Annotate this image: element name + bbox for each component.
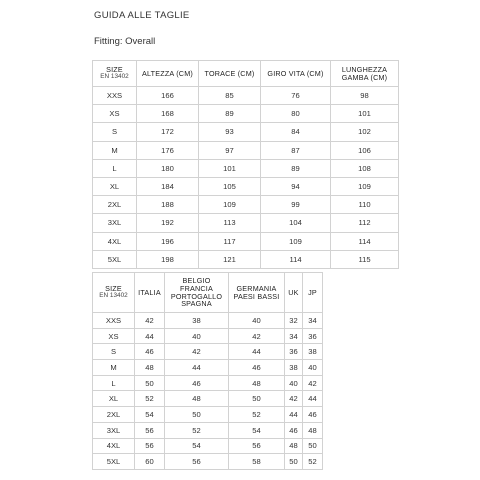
value-cell: 108 [331, 159, 399, 177]
header-line: SPAGNA [181, 299, 212, 309]
size-cell: 5XL [93, 250, 137, 268]
value-cell: 184 [137, 177, 199, 195]
value-cell: 50 [229, 391, 285, 407]
header-size-standard: EN 13402 [99, 291, 128, 299]
table-row [93, 344, 323, 360]
size-cell: 4XL [93, 232, 137, 250]
value-cell: 109 [261, 232, 331, 250]
value-cell: 50 [303, 438, 323, 454]
value-cell: 36 [285, 344, 303, 360]
table-row [93, 360, 323, 376]
table-row [93, 87, 399, 105]
size-cell: L [93, 375, 135, 391]
table-header-row [93, 61, 399, 87]
value-cell: 188 [137, 196, 199, 214]
value-cell: 40 [303, 360, 323, 376]
value-cell: 89 [261, 159, 331, 177]
value-cell: 52 [135, 391, 165, 407]
value-cell: 180 [137, 159, 199, 177]
value-cell: 198 [137, 250, 199, 268]
value-cell: 48 [285, 438, 303, 454]
value-cell: 112 [331, 214, 399, 232]
value-cell: 44 [135, 328, 165, 344]
value-cell: 56 [229, 438, 285, 454]
value-cell: 97 [199, 141, 261, 159]
value-cell: 176 [137, 141, 199, 159]
value-cell: 44 [229, 344, 285, 360]
table-row [93, 214, 399, 232]
size-cell: L [93, 159, 137, 177]
table-row [93, 177, 399, 195]
value-cell: 48 [229, 375, 285, 391]
value-cell: 76 [261, 87, 331, 105]
fitting-label: Fitting: Overall [94, 36, 156, 47]
size-conversion-body [93, 313, 323, 470]
size-cell: XXS [93, 313, 135, 329]
value-cell: 121 [199, 250, 261, 268]
header-lunghezza-line1: LUNGHEZZA [341, 64, 388, 74]
table-row [93, 105, 399, 123]
value-cell: 42 [135, 313, 165, 329]
value-cell: 196 [137, 232, 199, 250]
table-row [93, 422, 323, 438]
value-cell: 52 [165, 422, 229, 438]
value-cell: 34 [303, 313, 323, 329]
value-cell: 46 [229, 360, 285, 376]
value-cell: 38 [303, 344, 323, 360]
value-cell: 42 [229, 328, 285, 344]
value-cell: 40 [229, 313, 285, 329]
table-row [93, 232, 399, 250]
size-cell: 2XL [93, 407, 135, 423]
value-cell: 40 [165, 328, 229, 344]
value-cell: 85 [199, 87, 261, 105]
value-cell: 42 [165, 344, 229, 360]
value-cell: 105 [199, 177, 261, 195]
size-measurements-body [93, 87, 399, 269]
value-cell: 36 [303, 328, 323, 344]
header-jp: JP [303, 273, 323, 313]
value-cell: 102 [331, 123, 399, 141]
header-line: PAESI BASSI [233, 291, 280, 301]
value-cell: 117 [199, 232, 261, 250]
size-cell: 2XL [93, 196, 137, 214]
value-cell: 101 [331, 105, 399, 123]
value-cell: 172 [137, 123, 199, 141]
header-belgio-francia-portogallo-spagna [165, 273, 229, 313]
table-row [93, 391, 323, 407]
value-cell: 42 [285, 391, 303, 407]
size-cell: 5XL [93, 454, 135, 470]
value-cell: 99 [261, 196, 331, 214]
header-uk: UK [285, 273, 303, 313]
header-size-standard: EN 13402 [100, 72, 129, 80]
header-lunghezza-gamba [331, 61, 399, 87]
value-cell: 168 [137, 105, 199, 123]
value-cell: 115 [331, 250, 399, 268]
size-cell: XS [93, 105, 137, 123]
value-cell: 52 [229, 407, 285, 423]
value-cell: 166 [137, 87, 199, 105]
size-cell: 4XL [93, 438, 135, 454]
value-cell: 48 [303, 422, 323, 438]
value-cell: 56 [135, 422, 165, 438]
value-cell: 48 [165, 391, 229, 407]
value-cell: 56 [165, 454, 229, 470]
value-cell: 54 [135, 407, 165, 423]
value-cell: 46 [303, 407, 323, 423]
value-cell: 38 [285, 360, 303, 376]
size-cell: 3XL [93, 422, 135, 438]
value-cell: 42 [303, 375, 323, 391]
table-row [93, 196, 399, 214]
value-cell: 106 [331, 141, 399, 159]
header-line: FRANCIA [180, 283, 213, 293]
header-italia: ITALIA [135, 273, 165, 313]
table-row [93, 328, 323, 344]
value-cell: 114 [331, 232, 399, 250]
value-cell: 104 [261, 214, 331, 232]
header-altezza: ALTEZZA (CM) [137, 61, 199, 87]
value-cell: 54 [229, 422, 285, 438]
value-cell: 84 [261, 123, 331, 141]
value-cell: 113 [199, 214, 261, 232]
header-giro-vita: GIRO VITA (CM) [261, 61, 331, 87]
header-line: PORTOGALLO [170, 291, 223, 301]
size-cell: XXS [93, 87, 137, 105]
value-cell: 44 [303, 391, 323, 407]
size-cell: M [93, 360, 135, 376]
value-cell: 89 [199, 105, 261, 123]
value-cell: 48 [135, 360, 165, 376]
value-cell: 98 [331, 87, 399, 105]
header-size [93, 273, 135, 313]
header-torace: TORACE (CM) [199, 61, 261, 87]
value-cell: 87 [261, 141, 331, 159]
header-line: BELGIO [182, 276, 211, 286]
size-measurements-table [92, 60, 399, 269]
table-row [93, 375, 323, 391]
size-cell: 3XL [93, 214, 137, 232]
size-cell: M [93, 141, 137, 159]
value-cell: 50 [135, 375, 165, 391]
value-cell: 114 [261, 250, 331, 268]
size-cell: S [93, 123, 137, 141]
header-size-label: SIZE [106, 65, 123, 75]
value-cell: 32 [285, 313, 303, 329]
value-cell: 50 [165, 407, 229, 423]
value-cell: 94 [261, 177, 331, 195]
size-cell: XL [93, 391, 135, 407]
value-cell: 192 [137, 214, 199, 232]
value-cell: 56 [135, 438, 165, 454]
value-cell: 109 [331, 177, 399, 195]
value-cell: 46 [165, 375, 229, 391]
value-cell: 38 [165, 313, 229, 329]
table-row [93, 159, 399, 177]
value-cell: 60 [135, 454, 165, 470]
value-cell: 40 [285, 375, 303, 391]
size-cell: S [93, 344, 135, 360]
table-row [93, 123, 399, 141]
value-cell: 46 [285, 422, 303, 438]
header-germania-paesi-bassi [229, 273, 285, 313]
page-title: GUIDA ALLE TAGLIE [94, 10, 190, 21]
header-size [93, 61, 137, 87]
table-row [93, 454, 323, 470]
value-cell: 80 [261, 105, 331, 123]
size-conversion-table [92, 272, 323, 470]
value-cell: 46 [135, 344, 165, 360]
value-cell: 54 [165, 438, 229, 454]
value-cell: 109 [199, 196, 261, 214]
header-lunghezza-line2: GAMBA (CM) [341, 72, 388, 82]
table-row [93, 313, 323, 329]
value-cell: 44 [285, 407, 303, 423]
table-header-row [93, 273, 323, 313]
value-cell: 34 [285, 328, 303, 344]
header-size-label: SIZE [105, 284, 122, 294]
value-cell: 110 [331, 196, 399, 214]
size-cell: XS [93, 328, 135, 344]
size-cell: XL [93, 177, 137, 195]
table-row [93, 438, 323, 454]
value-cell: 58 [229, 454, 285, 470]
value-cell: 93 [199, 123, 261, 141]
value-cell: 44 [165, 360, 229, 376]
table-row [93, 407, 323, 423]
value-cell: 101 [199, 159, 261, 177]
header-line: GERMANIA [236, 283, 277, 293]
value-cell: 50 [285, 454, 303, 470]
value-cell: 52 [303, 454, 323, 470]
table-row [93, 250, 399, 268]
table-row [93, 141, 399, 159]
